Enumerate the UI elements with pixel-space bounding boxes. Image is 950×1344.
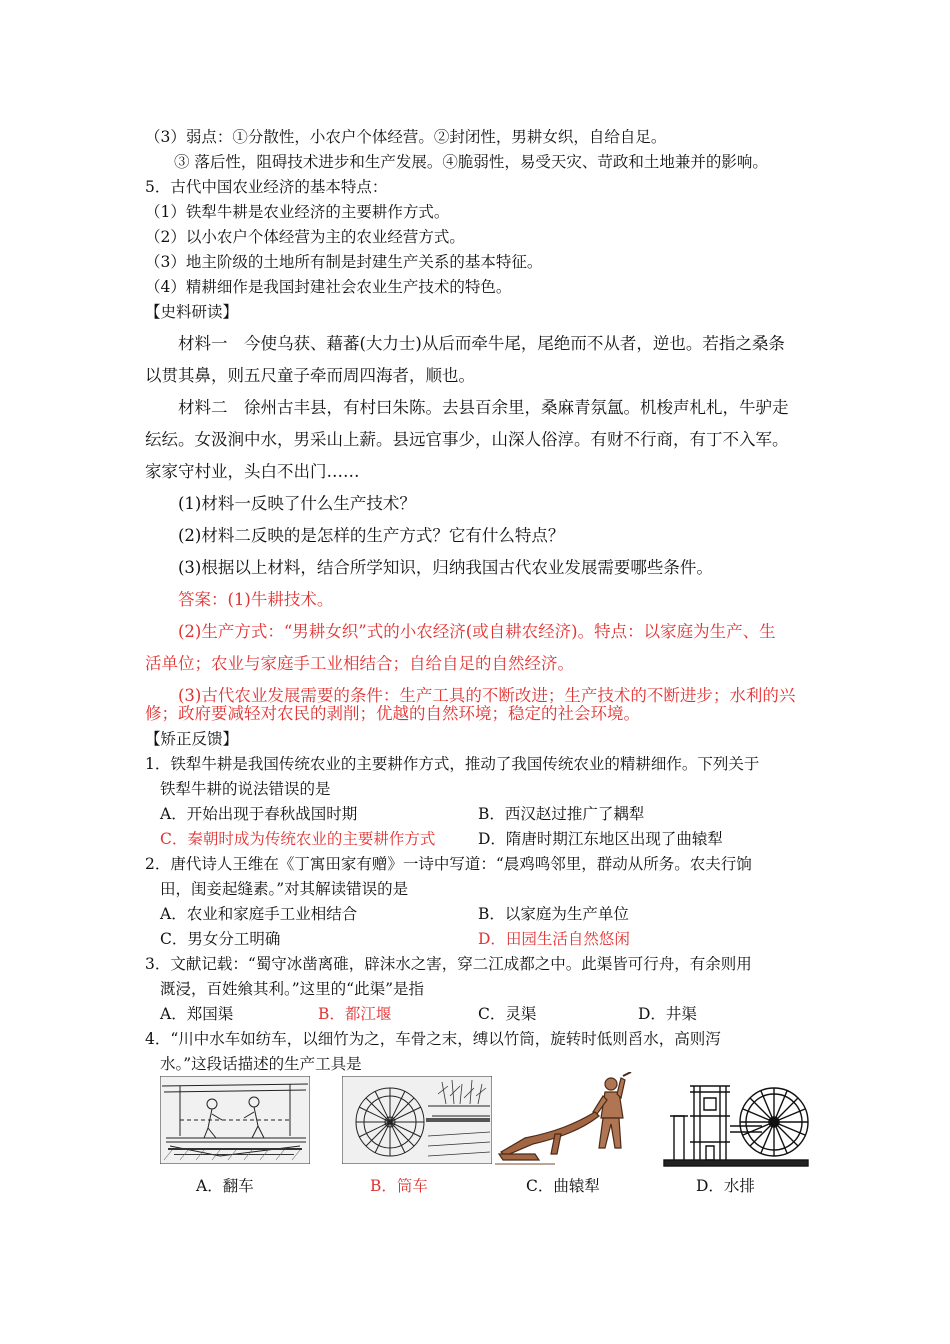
material-2-line-2: 纭纭。女汲涧中水，男采山上薪。县远官事少，山深人俗淳。有财不行商，有丁不入军。	[145, 430, 789, 449]
fq4-option-c: C．曲辕犁	[526, 1177, 600, 1195]
fq3-option-d: D．井渠	[638, 1005, 697, 1023]
fq1-option-d: D．隋唐时期江东地区出现了曲辕犁	[478, 830, 723, 848]
weakness-line-1: （3）弱点：①分散性，小农户个体经营。②封闭性，男耕女织，自给自足。	[145, 128, 667, 146]
tongche-image	[342, 1076, 492, 1164]
feedback-heading: 【矫正反馈】	[145, 730, 239, 748]
fq4-option-a: A．翻车	[196, 1177, 254, 1195]
fq2-line-2: 田，闺妾起缝素。”对其解读错误的是	[160, 880, 409, 898]
fq3-option-b: B．都江堰	[318, 1005, 392, 1023]
fq2-option-b: B．以家庭为生产单位	[478, 905, 629, 923]
material-1-line-1: 材料一 今使乌获、藉蕃(大力士)从后而牵牛尾，尾绝而不从者，逆也。若指之桑条	[178, 334, 785, 353]
material-1-line-2: 以贯其鼻，则五尺童子牵而周四海者，顺也。	[145, 366, 475, 385]
weakness-line-2: ③ 落后性，阻碍技术进步和生产发展。④脆弱性，易受天灾、苛政和土地兼并的影响。	[174, 153, 768, 171]
feature-4: （4）精耕细作是我国封建社会农业生产技术的特色。	[145, 278, 512, 296]
question-3: (3)根据以上材料，结合所学知识，归纳我国古代农业发展需要哪些条件。	[178, 558, 713, 577]
fq3-option-c: C．灵渠	[478, 1005, 537, 1023]
fq2-line-1: 2．唐代诗人王维在《丁寓田家有赠》一诗中写道：“晨鸡鸣邻里，群动从所务。农夫行饷	[145, 855, 752, 873]
feature-2: （2）以小农户个体经营为主的农业经营方式。	[145, 228, 465, 246]
shuipai-image	[662, 1076, 810, 1168]
fq4-option-b: B．筒车	[370, 1177, 428, 1195]
fq1-option-b: B．西汉赵过推广了耦犁	[478, 805, 645, 823]
fq1-line-2: 铁犁牛耕的说法错误的是	[160, 780, 331, 798]
fq3-option-a: A．郑国渠	[160, 1005, 234, 1023]
question-1: (1)材料一反映了什么生产技术？	[178, 494, 416, 513]
fq4-option-d: D．水排	[696, 1177, 755, 1195]
fq1-option-c: C．秦朝时成为传统农业的主要耕作方式	[160, 830, 436, 848]
answer-2-line-1: (2)生产方式：“男耕女织”式的小农经济(或自耕农经济)。特点：以家庭为生产、生	[178, 622, 776, 641]
fq4-line-2: 水。”这段话描述的生产工具是	[160, 1055, 362, 1073]
material-2-line-3: 家家守村业，头白不出门……	[145, 462, 360, 481]
features-title: 5．古代中国农业经济的基本特点：	[145, 178, 388, 196]
fq2-option-c: C．男女分工明确	[160, 930, 281, 948]
answer-1: 答案：(1)牛耕技术。	[178, 590, 334, 609]
reading-heading: 【史料研读】	[145, 303, 239, 321]
feature-1: （1）铁犁牛耕是农业经济的主要耕作方式。	[145, 203, 450, 221]
material-2-line-1: 材料二 徐州古丰县，有村曰朱陈。去县百余里，桑麻青氛氲。机梭声札札，牛驴走	[178, 398, 789, 417]
fq3-line-2: 溉浸，百姓飨其利。”这里的“此渠”是指	[160, 980, 425, 998]
question-2: (2)材料二反映的是怎样的生产方式？它有什么特点？	[178, 526, 565, 545]
fq1-line-1: 1．铁犁牛耕是我国传统农业的主要耕作方式，推动了我国传统农业的精耕细作。下列关于	[145, 755, 760, 773]
fq1-option-a: A．开始出现于春秋战国时期	[160, 805, 358, 823]
fq4-line-1: 4．“川中水车如纺车，以细竹为之，车骨之末，缚以竹筒，旋转时低则舀水，高则泻	[145, 1030, 721, 1048]
fq2-option-a: A．农业和家庭手工业相结合	[160, 905, 358, 923]
fq3-line-1: 3．文献记载：“蜀守冰凿离碓，辟沫水之害，穿二江成都之中。此渠皆可行舟，有余则用	[145, 955, 752, 973]
fanche-image	[160, 1076, 310, 1164]
feature-3: （3）地主阶级的土地所有制是封建生产关系的基本特征。	[145, 253, 543, 271]
fq2-option-d: D．田园生活自然悠闲	[478, 930, 630, 948]
answer-3-line-1: (3)古代农业发展需要的条件：生产工具的不断改进；生产技术的不断进步；水利的兴	[178, 686, 796, 705]
answer-2-line-2: 活单位；农业与家庭手工业相结合；自给自足的自然经济。	[145, 654, 574, 673]
quyuanli-image	[495, 1072, 647, 1170]
answer-3-line-2: 修；政府要减轻对农民的剥削；优越的自然环境；稳定的社会环境。	[145, 704, 640, 723]
